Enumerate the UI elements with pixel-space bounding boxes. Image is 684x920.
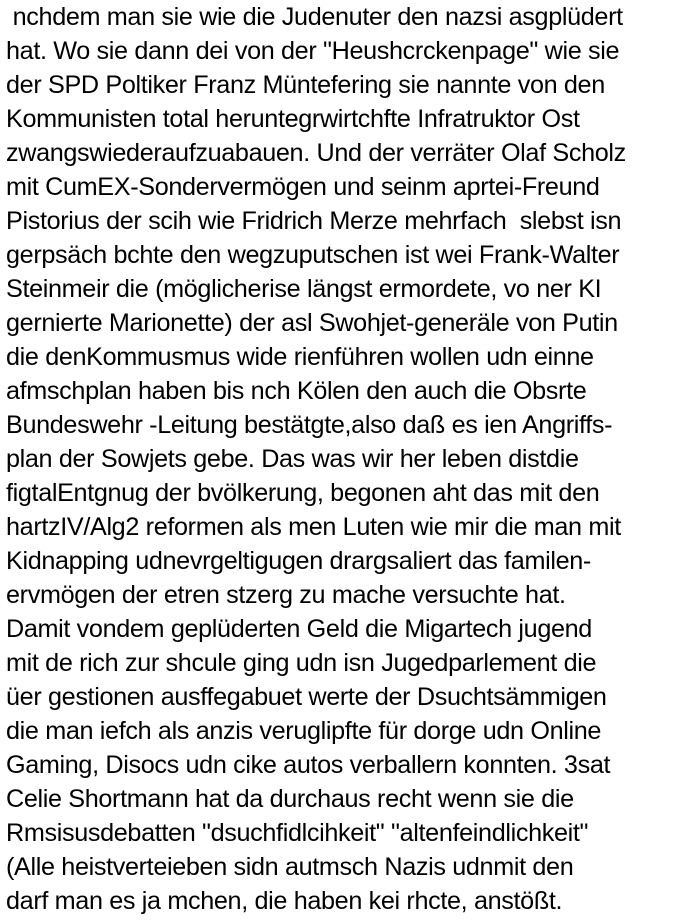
text-line: Damit vondem geplüderten Geld die Migartech jugend bbox=[6, 615, 592, 643]
text-line: (Alle heistverteieben sidn autmsch Nazis udnmit den bbox=[6, 853, 574, 881]
text-line: Celie Shortmann hat da durchaus recht wenn sie die bbox=[6, 785, 574, 813]
text-line: üer gestionen ausffegabuet werte der Dsuchtsämmigen bbox=[6, 683, 607, 711]
text-line: Steinmeir die (möglicherise längst ermordete, vo ner KI bbox=[6, 275, 602, 303]
text-line: Kommunisten total heruntegrwirtchfte Infratruktor Ost bbox=[6, 105, 580, 133]
text-line: hartzIV/Alg2 reformen als men Luten wie mir die man mit bbox=[6, 513, 621, 541]
text-line: der SPD Poltiker Franz Müntefering sie nannte von den bbox=[6, 71, 605, 99]
text-line: figtalEntgnug der bvölkerung, begonen aht das mit den bbox=[6, 479, 600, 507]
text-line: mit CumEX-Sondervermögen und seinm aprtei-Freund bbox=[6, 173, 600, 201]
text-line: darf man es ja mchen, die haben kei rhcte, anstößt. bbox=[6, 887, 563, 915]
text-line: hat. Wo sie dann dei von der "Heushcrckenpage" wie sie bbox=[6, 37, 620, 65]
text-line: Kidnapping udnevrgeltigugen drargsaliert das familen- bbox=[6, 547, 591, 575]
text-line: Rmsisusdebatten "dsuchfidlcihkeit" "altenfeindlichkeit" bbox=[6, 819, 589, 847]
text-line: nchdem man sie wie die Judenuter den nazsi asgplüdert bbox=[6, 3, 623, 31]
text-line: die denKommusmus wide rienführen wollen udn einne bbox=[6, 343, 594, 371]
text-line: ervmögen der etren stzerg zu mache versuchte hat. bbox=[6, 581, 566, 609]
text-line: Bundeswehr -Leitung bestätgte,also daß es ien Angriffs- bbox=[6, 411, 613, 439]
text-line: gerpsäch bchte den wegzuputschen ist wei Frank-Walter bbox=[6, 241, 620, 269]
text-line: zwangswiederaufzuabauen. Und der verräter Olaf Scholz bbox=[6, 139, 626, 167]
text-line: Pistorius der scih wie Fridrich Merze mehrfach slebst isn bbox=[6, 207, 622, 235]
text-line: afmschplan haben bis nch Kölen den auch die Obsrte bbox=[6, 377, 587, 405]
text-line: die man iefch als anzis veruglipfte für dorge udn Online bbox=[6, 717, 602, 745]
document-text bbox=[6, 0, 682, 918]
text-line: plan der Sowjets gebe. Das was wir her leben distdie bbox=[6, 445, 579, 473]
text-line: gernierte Marionette) der asl Swohjet-generäle von Putin bbox=[6, 309, 618, 337]
text-line: mit de rich zur shcule ging udn isn Jugedparlement die bbox=[6, 649, 597, 677]
text-line: Gaming, Disocs udn cike autos verballern konnten. 3sat bbox=[6, 751, 611, 779]
